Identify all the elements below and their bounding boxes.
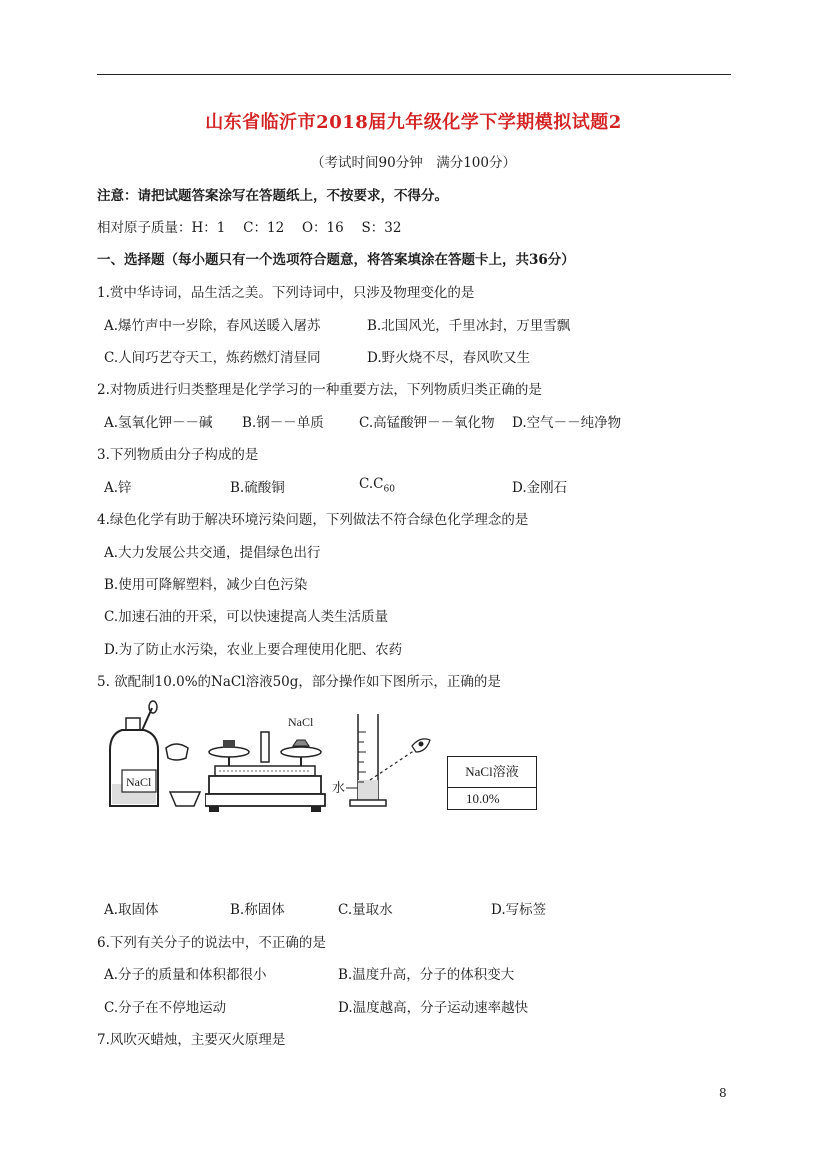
label-tag-concentration: 10.0% — [466, 791, 500, 806]
question-1-stem: 1.赏中华诗词，品生活之美。下列诗词中，只涉及物理变化的是 — [97, 285, 475, 301]
page-title: 山东省临沂市2018届九年级化学下学期模拟试题2 — [205, 112, 622, 133]
section-heading: 一、选择题（每小题只有一个选项符合题意，将答案填涂在答题卡上，共36分） — [97, 252, 575, 268]
question-6-option-b: B.温度升高，分子的体积变大 — [338, 967, 515, 983]
question-3-option-c-text: C.C — [359, 476, 384, 492]
question-3-option-a: A.锌 — [104, 480, 132, 496]
question-5-option-d: D.写标签 — [491, 902, 547, 918]
exam-info: （考试时间90分钟 满分100分） — [311, 155, 516, 171]
reagent-bottle-figure — [108, 700, 208, 815]
question-1-option-b: B.北国风光，千里冰封，万里雪飘 — [367, 318, 571, 334]
atomic-mass: 相对原子质量：H：1 C：12 O：16 S：32 — [97, 220, 402, 236]
question-4-option-a: A.大力发展公共交通，提倡绿色出行 — [104, 545, 321, 561]
question-2-option-b: B.钢－－单质 — [242, 415, 324, 431]
question-3-stem: 3.下列物质由分子构成的是 — [97, 447, 259, 463]
header-rule — [97, 74, 731, 75]
question-6-option-d: D.温度越高，分子运动速率越快 — [338, 1000, 529, 1016]
question-1-option-c: C.人间巧艺夺天工，炼药燃灯清昼同 — [104, 350, 321, 366]
question-4-option-d: D.为了防止水污染，农业上要合理使用化肥、农药 — [104, 642, 403, 658]
question-5-option-a: A.取固体 — [104, 902, 159, 918]
page-number: 8 — [719, 1086, 727, 1100]
question-3-option-b: B.硫酸铜 — [230, 480, 285, 496]
question-3-option-c — [359, 476, 395, 495]
notice: 注意：请把试题答案涂写在答题纸上，不按要求，不得分。 — [97, 188, 448, 204]
cylinder-figure — [330, 712, 435, 812]
question-6-option-c: C.分子在不停地运动 — [104, 1000, 227, 1016]
question-2-option-d: D.空气－－纯净物 — [512, 415, 622, 431]
question-6-option-a: A.分子的质量和体积都很小 — [104, 967, 267, 983]
question-4-option-b: B.使用可降解塑料，减少白色污染 — [104, 577, 308, 593]
water-label: 水 — [332, 781, 346, 796]
question-5-option-c: C.量取水 — [338, 902, 393, 918]
question-1-option-d: D.野火烧不尽，春风吹又生 — [367, 350, 531, 366]
question-4-stem: 4.绿色化学有助于解决环境污染问题，下列做法不符合绿色化学理念的是 — [97, 512, 529, 528]
question-7-stem: 7.风吹灭蜡烛，主要灭火原理是 — [97, 1032, 286, 1048]
question-4-option-c: C.加速石油的开采，可以快速提高人类生活质量 — [104, 609, 389, 625]
label-tag-figure — [447, 756, 537, 810]
question-2-option-a: A.氢氧化钾－－碱 — [104, 415, 213, 431]
bottle-label: NaCl — [126, 775, 152, 789]
question-2-option-c: C.高锰酸钾－－氧化物 — [359, 415, 495, 431]
question-1-option-a: A.爆竹声中一岁除，春风送暖入屠苏 — [104, 318, 321, 334]
question-5-option-b: B.称固体 — [230, 902, 285, 918]
question-2-stem: 2.对物质进行归类整理是化学学习的一种重要方法，下列物质归类正确的是 — [97, 382, 542, 398]
balance-figure — [205, 710, 330, 815]
question-3-option-d: D.金刚石 — [512, 480, 568, 496]
question-6-stem: 6.下列有关分子的说法中，不正确的是 — [97, 935, 326, 951]
question-5-stem: 5. 欲配制10.0%的NaCl溶液50g，部分操作如下图所示，正确的是 — [97, 674, 501, 690]
label-tag-title: NaCl溶液 — [448, 757, 536, 788]
question-3-option-c-subscript: 60 — [383, 484, 395, 495]
balance-label: NaCl — [288, 715, 314, 729]
